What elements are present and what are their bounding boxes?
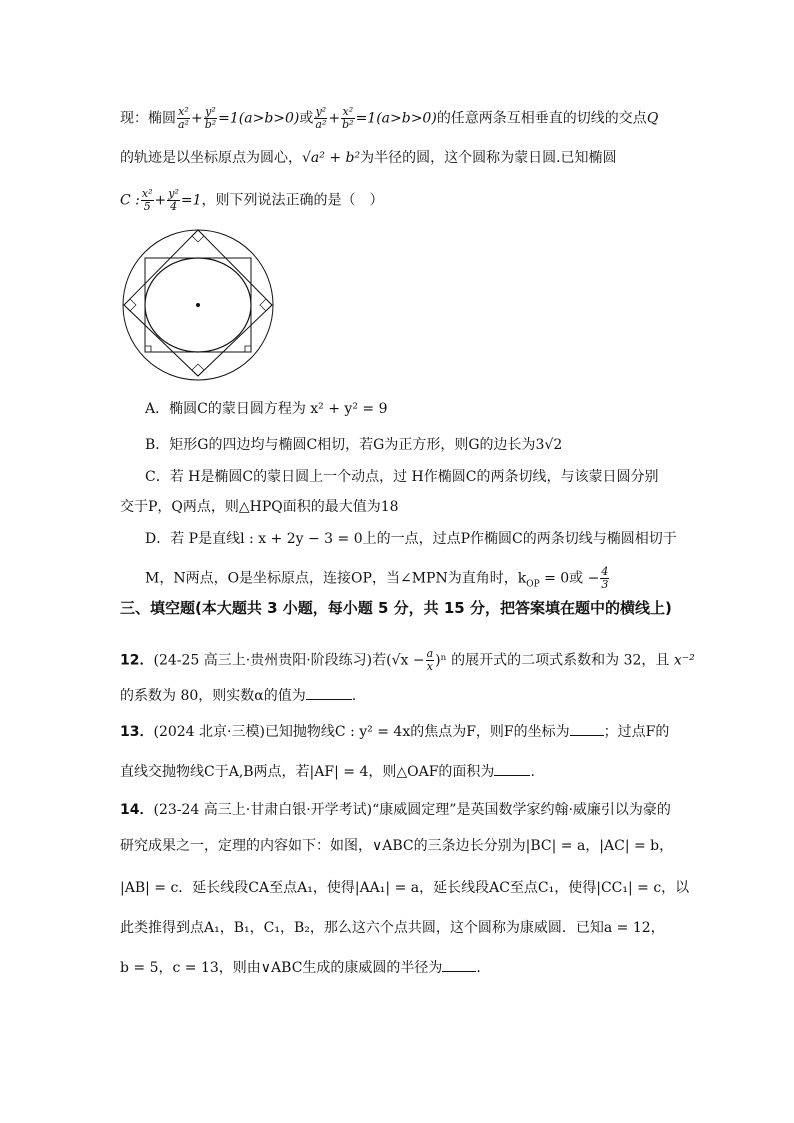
q12-line-2: 的系数为 80，则实数α的值为 . — [120, 688, 357, 704]
answer-blank[interactable] — [306, 687, 352, 700]
equation: =1(a>b>0) — [218, 110, 300, 127]
question-source: (2024 北京·三模) — [153, 724, 265, 740]
option-d-line-2: M，N两点，O是坐标原点，连接OP，当∠MPN为直角时，$k_{OP} = 0$或 − $\frac{4}{3}$ — [145, 565, 609, 591]
fraction: $\frac{\text{x²}}{\text{b²}}$ — [342, 105, 354, 131]
option-a: A．椭圆C的蒙日圆方程为 x² + y² = 9 — [145, 401, 388, 417]
q14-line-2: 研究成果之一，定理的内容如下：如图，∨ABC的三条边长分别为|BC| = a，|AC| = b， — [120, 838, 674, 854]
text: ，则下列说法正确的是（ ） — [201, 192, 384, 209]
q14-line-5: b = 5，c = 13，则由∨ABC生成的康威圆的半径为 . — [120, 960, 481, 976]
answer-blank[interactable] — [442, 959, 476, 972]
option-c-line-2: 交于P，Q两点，则△HPQ面积的最大值为18 — [120, 499, 399, 515]
q14-line-3: |AB| = c．延长线段CA至点A₁，使得|AA₁| = a，延长线段AC至点C₁，使得|CC₁| = c，以 — [120, 880, 690, 896]
q14-line-4: 此类推得到点A₁，B₁，C₁，B₂，那么这六个点共圆，这个圆称为康威圆．已知a = 12， — [120, 920, 665, 936]
section-title: 三、填空题(本大题共 3 小题，每小题 5 分，共 15 分，把答案填在题中的横线上) — [120, 599, 672, 617]
fraction: $\frac{4}{3}$ — [601, 565, 609, 591]
answer-blank[interactable] — [494, 763, 530, 776]
ellipse-name: C : — [120, 192, 140, 209]
q13-line-1: 13．(2024 北京·三模)已知抛物线C : y² = 4x的焦点为F，则F的坐标为 ；过点F的 — [120, 724, 670, 740]
question-number: 13． — [120, 724, 154, 740]
option-b: B．矩形G的四边均与椭圆C相切，若G为正方形，则G的边长为3√2 — [145, 437, 563, 453]
right-angle-mark — [124, 299, 136, 311]
monge-circle-figure — [118, 228, 278, 388]
fraction: $\frac{\text{x²}}{\text{a²}}$ — [178, 105, 189, 131]
right-angle-mark — [145, 346, 151, 352]
option-c-line-1: C．若 H是椭圆C的蒙日圆上一个动点，过 H作椭圆C的两条切线，与该蒙日圆分别 — [145, 469, 659, 485]
center-point — [196, 303, 200, 307]
right-angle-mark — [260, 299, 272, 311]
right-angle-mark — [192, 364, 204, 376]
intro-line-3: C : $\frac{\text{x²}}{5}$ + $\frac{\text{y²}}{4}$ =1，则下列说法正确的是（ ） — [120, 187, 384, 213]
q14-line-1: 14．(23-24 高三上·甘肃白银·开学考试)“康威圆定理”是英国数学家约翰·威廉引以为豪的 — [120, 802, 671, 818]
intro-line-2 — [120, 148, 617, 168]
right-angle-mark — [192, 230, 204, 242]
text: 现：椭圆 — [120, 110, 176, 127]
option-d-line-1: D．若 P是直线l : x + 2y − 3 = 0上的一点，过点P作椭圆C的两条切线与椭圆相切于 — [145, 531, 677, 547]
text: 为半径的圆，这个圆称为蒙日圆.已知椭圆 — [360, 150, 617, 166]
subscript: OP — [526, 579, 540, 590]
equation: =1 — [180, 192, 202, 209]
point-label: Q — [646, 110, 659, 127]
equation: =1(a>b>0) — [355, 110, 437, 127]
intro-line-1: 现：椭圆 $\frac{\text{x²}}{\text{a²}}$ + $\frac{\text{y²}}{\text{b²}}$ =1(a>b>0)或 $\frac{\text{y²}}{\text{a²}}$ + $\frac{\text{x²}}{\text{b²}}$ =1(a>b>0)的任意两条互相垂直的切线的交点Q — [120, 105, 659, 131]
radius-expression: √a² + b² — [302, 150, 361, 166]
text: 的轨迹是以坐标原点为圆心， — [120, 150, 302, 166]
question-source: (23-24 高三上·甘肃白银·开学考试) — [153, 802, 373, 818]
text: 或 — [299, 110, 314, 127]
fraction: $\frac{\text{y²}}{\text{a²}}$ — [315, 105, 327, 131]
fraction: $\frac{\text{y²}}{4}$ — [168, 187, 179, 213]
fraction: $\frac{\text{x²}}{5}$ — [141, 187, 153, 213]
question-number: 14． — [120, 802, 154, 818]
q13-line-2: 直线交抛物线C于A,B两点，若|AF| = 4，则△OAF的面积为 . — [120, 764, 535, 780]
fraction: $\frac{a}{x}$ — [426, 647, 434, 673]
question-source: (24-25 高三上·贵州贵阳·阶段练习) — [153, 652, 373, 669]
right-angle-mark — [245, 346, 251, 352]
text: 的任意两条互相垂直的切线的交点 — [436, 110, 647, 127]
answer-blank[interactable] — [570, 723, 604, 736]
question-number: 12． — [120, 652, 154, 669]
fraction: $\frac{\text{y²}}{\text{b²}}$ — [204, 105, 217, 131]
q12-line-1: 12．(24-25 高三上·贵州贵阳·阶段练习)若(√x − $\frac{a}{x}$ )ⁿ 的展开式的二项式系数和为 32，且 x⁻² — [120, 647, 695, 673]
